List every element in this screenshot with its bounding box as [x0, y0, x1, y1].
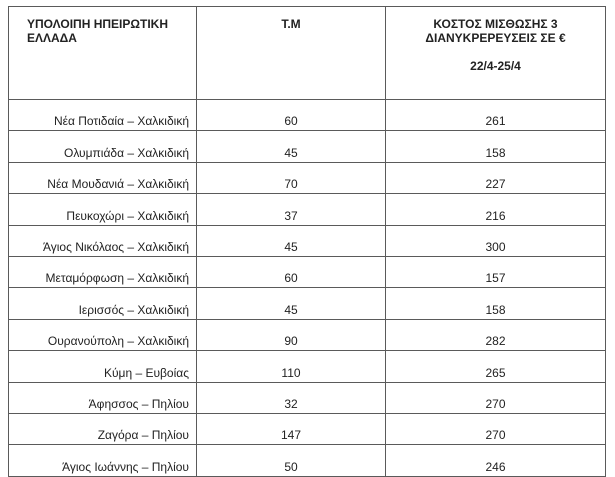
- area-cell: 45: [197, 225, 386, 256]
- table-row: [9, 351, 606, 382]
- area-cell: 32: [197, 382, 386, 413]
- table-row: [9, 131, 606, 162]
- table-row: [9, 100, 606, 131]
- header-location: ΥΠΟΛΟΙΠΗ ΗΠΕΙΡΩΤΙΚΗ ΕΛΛΑΔΑ: [9, 7, 197, 100]
- area-cell: 70: [197, 162, 386, 193]
- location-cell: Άγιος Νικόλαος – Χαλκιδική: [9, 225, 197, 256]
- cost-cell: 216: [386, 194, 606, 225]
- area-cell: 45: [197, 288, 386, 319]
- header-dates: 22/4-25/4: [470, 59, 521, 73]
- table-row: [9, 413, 606, 444]
- area-cell: 90: [197, 319, 386, 350]
- area-cell: 37: [197, 194, 386, 225]
- cost-cell: 158: [386, 288, 606, 319]
- location-cell: Ουρανούπολη – Χαλκιδική: [9, 319, 197, 350]
- area-cell: 50: [197, 445, 386, 476]
- location-cell: Μεταμόρφωση – Χαλκιδική: [9, 256, 197, 287]
- cost-cell: 270: [386, 413, 606, 444]
- table-row: [9, 319, 606, 350]
- location-cell: Άγιος Ιωάννης – Πηλίου: [9, 445, 197, 476]
- cost-cell: 270: [386, 382, 606, 413]
- header-cost-label: ΚΟΣΤΟΣ ΜΙΣΘΩΣΗΣ 3 ΔΙΑΝΥΚΡΕΡΕΥΣΕΙΣ ΣΕ €: [425, 17, 566, 45]
- cost-cell: 282: [386, 319, 606, 350]
- location-cell: Ιερισσός – Χαλκιδική: [9, 288, 197, 319]
- table-row: [9, 256, 606, 287]
- location-cell: Κύμη – Ευβοίας: [9, 351, 197, 382]
- table-row: [9, 162, 606, 193]
- area-cell: 147: [197, 413, 386, 444]
- header-cost: [386, 7, 606, 100]
- cost-cell: 246: [386, 445, 606, 476]
- table-row: [9, 194, 606, 225]
- cost-cell: 157: [386, 256, 606, 287]
- location-cell: Πευκοχώρι – Χαλκιδική: [9, 194, 197, 225]
- location-cell: Ζαγόρα – Πηλίου: [9, 413, 197, 444]
- cost-cell: 227: [386, 162, 606, 193]
- header-area: Τ.Μ: [197, 7, 386, 100]
- cost-cell: 300: [386, 225, 606, 256]
- cost-cell: 261: [386, 100, 606, 131]
- table-row: [9, 382, 606, 413]
- cost-cell: 158: [386, 131, 606, 162]
- location-cell: Ολυμπιάδα – Χαλκιδική: [9, 131, 197, 162]
- cost-cell: 265: [386, 351, 606, 382]
- area-cell: 60: [197, 256, 386, 287]
- area-cell: 110: [197, 351, 386, 382]
- location-cell: Άφησσος – Πηλίου: [9, 382, 197, 413]
- location-cell: Νέα Ποτιδαία – Χαλκιδική: [9, 100, 197, 131]
- location-cell: Νέα Μουδανιά – Χαλκιδική: [9, 162, 197, 193]
- table-row: [9, 445, 606, 476]
- table-header-row: [9, 7, 606, 100]
- rental-cost-table: [8, 6, 606, 477]
- table-body: [9, 100, 606, 477]
- table-row: [9, 288, 606, 319]
- area-cell: 60: [197, 100, 386, 131]
- area-cell: 45: [197, 131, 386, 162]
- table-row: [9, 225, 606, 256]
